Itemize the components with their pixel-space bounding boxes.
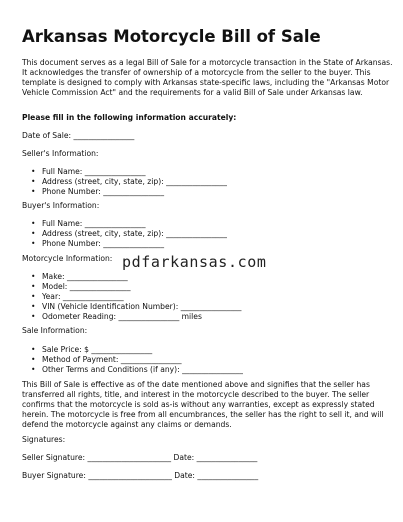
motorcycle-heading: Motorcycle Information: [22, 254, 113, 263]
watermark-text: pdfarkansas.com [122, 253, 267, 271]
closing-paragraph: This Bill of Sale is effective as of the date mentioned above and signifies that the seller has transferred all rights, title, and interest in the motorcycle described to the buyer. The seller confirms that the motorcycle is sold as-is without any warranties, except as expressly stated herein. The motorcycle is free from all encumbrances, the seller has the right to sell it, and will defend the motorcycle against any claims or demands. [22, 380, 384, 429]
intro-paragraph: This document serves as a legal Bill of Sale for a motorcycle transaction in the State of Arkansas. It acknowledges the transfer of ownership of a motorcycle from the seller to the buyer. This template is designed to comply with Arkansas state-specific laws, including the "Arkansas Motor Vehicle Commission Act" and the requirements for a valid Bill of Sale under Arkansas law. [22, 58, 393, 97]
seller-heading: Seller's Information: [22, 149, 99, 158]
payment-method-field: • Method of Payment: ________________ [22, 355, 243, 365]
date-of-sale-field: Date of Sale: ________________ [22, 131, 135, 140]
document-title: Arkansas Motorcycle Bill of Sale [22, 27, 321, 46]
sale-price-field: • Sale Price: $ ________________ [22, 345, 243, 355]
buyer-signature-line: Buyer Signature: ______________________ Date: ________________ [22, 471, 259, 480]
seller-list [22, 167, 227, 197]
make-field: • Make: ________________ [22, 272, 241, 282]
buyer-list [22, 219, 227, 249]
instruction-text: Please fill in the following information accurately: [22, 113, 237, 122]
sale-list [22, 345, 243, 375]
signatures-heading: Signatures: [22, 435, 66, 444]
sale-heading: Sale Information: [22, 326, 88, 335]
vin-field: • VIN (Vehicle Identification Number): ________________ [22, 302, 241, 312]
buyer-heading: Buyer's Information: [22, 201, 100, 210]
buyer-phone-field: • Phone Number: ________________ [22, 239, 227, 249]
seller-signature-line: Seller Signature: ______________________ Date: ________________ [22, 453, 258, 462]
model-field: • Model: ________________ [22, 282, 241, 292]
buyer-full-name-field: • Full Name: ________________ [22, 219, 227, 229]
odometer-field: • Odometer Reading: ________________ miles [22, 312, 241, 322]
other-terms-field: • Other Terms and Conditions (if any): ________________ [22, 365, 243, 375]
seller-address-field: • Address (street, city, state, zip): ________________ [22, 177, 227, 187]
seller-full-name-field: • Full Name: ________________ [22, 167, 227, 177]
motorcycle-list [22, 272, 241, 322]
seller-phone-field: • Phone Number: ________________ [22, 187, 227, 197]
buyer-address-field: • Address (street, city, state, zip): ________________ [22, 229, 227, 239]
year-field: • Year: ________________ [22, 292, 241, 302]
